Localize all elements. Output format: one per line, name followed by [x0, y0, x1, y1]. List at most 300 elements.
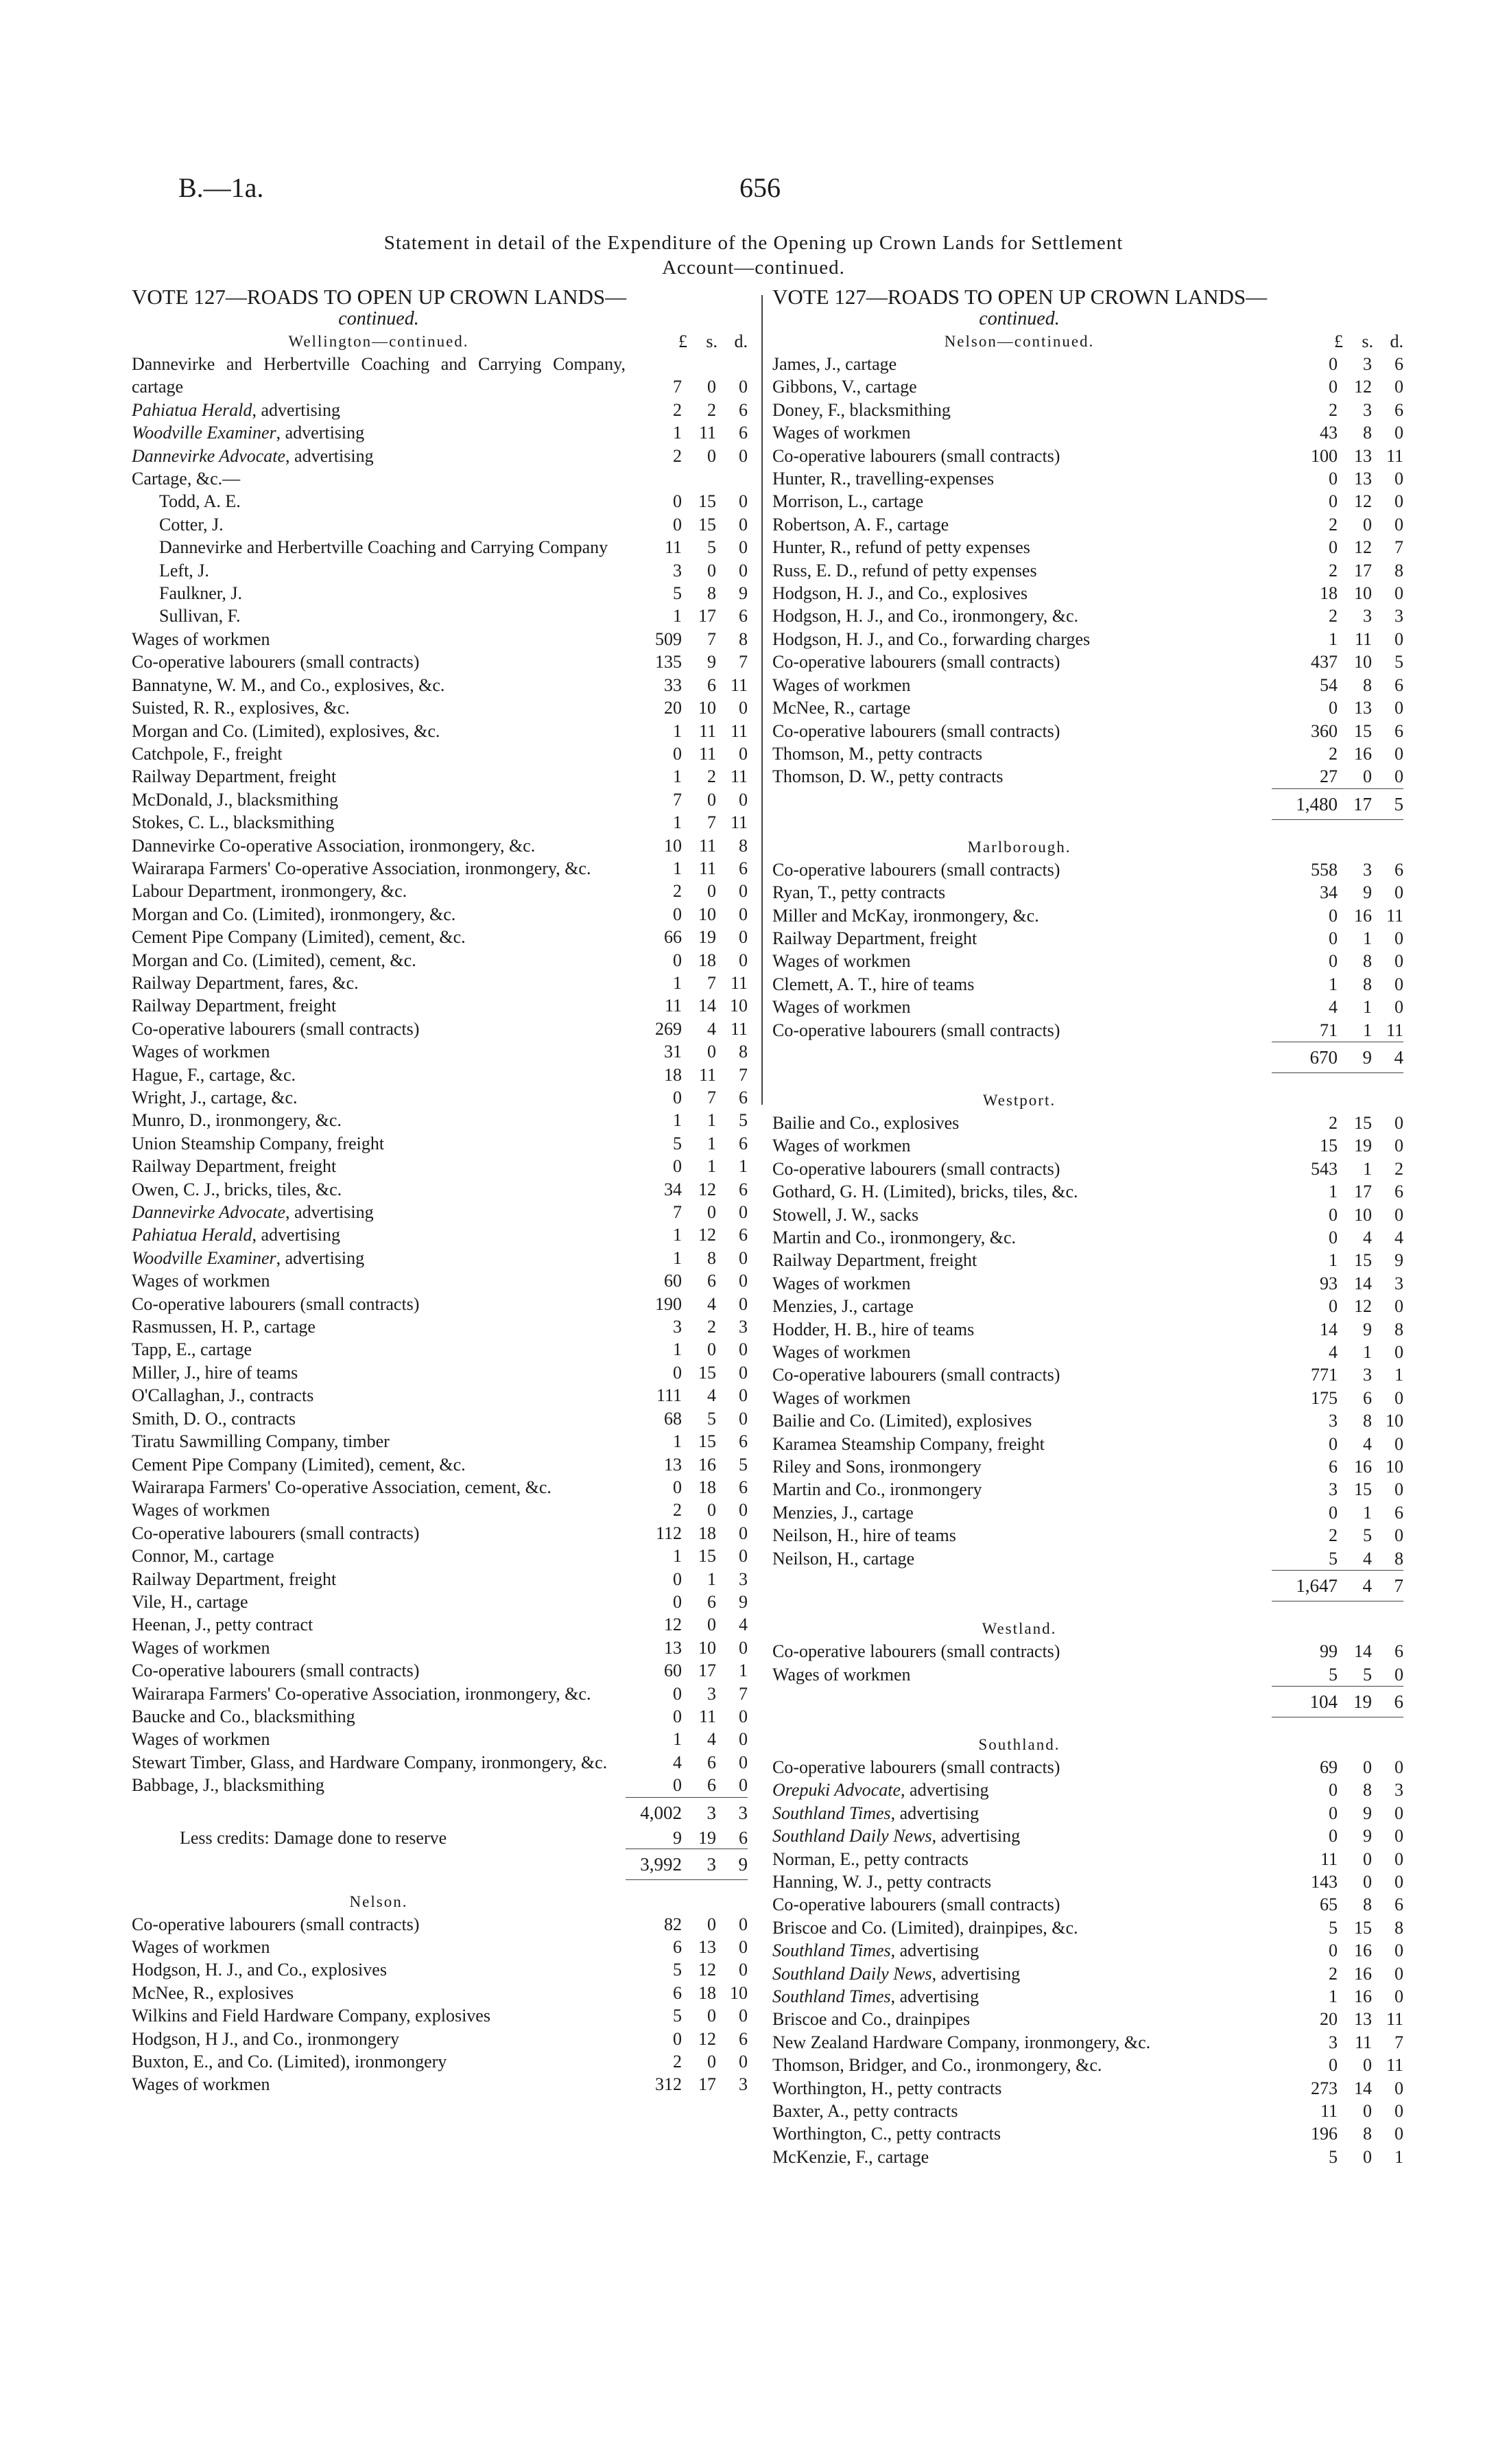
pence-value: 6	[739, 858, 748, 878]
pounds-value: 1	[1329, 1986, 1338, 2006]
entry-amount	[626, 559, 748, 582]
credit-shillings: 19	[698, 1827, 716, 1848]
ledger-row	[772, 605, 1403, 627]
pounds-value: 509	[655, 629, 682, 649]
pence-value: 6	[739, 423, 748, 443]
shillings-value: 19	[1354, 1136, 1372, 1156]
pence-value: 0	[1395, 2078, 1403, 2098]
shillings-value: 15	[1354, 1112, 1372, 1133]
pounds-value: 0	[673, 2028, 682, 2049]
pounds-value: 0	[1329, 491, 1338, 512]
shillings-value: 8	[1363, 951, 1372, 972]
ledger-row	[772, 1295, 1403, 1317]
shillings-value: 11	[1354, 2032, 1372, 2052]
subtotal-shillings: 3	[707, 1802, 716, 1823]
pence-label: d.	[1390, 331, 1403, 351]
ledger-row	[132, 1545, 748, 1567]
entry-amount	[626, 1430, 748, 1453]
pence-value: 0	[739, 1706, 748, 1726]
pence-value: 6	[739, 1088, 748, 1107]
entry-description: Baucke and Co., blacksmithing	[132, 1706, 355, 1726]
entry-amount	[626, 1201, 748, 1223]
entry-amount	[1272, 1663, 1403, 1686]
entry-description: Wages of workmen	[772, 951, 911, 972]
shillings-value: 9	[1363, 1319, 1372, 1339]
entry-amount	[626, 2073, 748, 2096]
ledger-row	[772, 1962, 1403, 1985]
pounds-value: 31	[664, 1042, 682, 1062]
pounds-value: 0	[673, 1683, 682, 1704]
total-label	[772, 1042, 1272, 1073]
entry-amount	[1272, 2122, 1403, 2145]
pence-value: 0	[1395, 1479, 1403, 1500]
ledger-row	[772, 720, 1403, 742]
entry-amount	[1272, 674, 1403, 696]
pence-value: 6	[739, 1179, 748, 1199]
entry-amount	[1272, 1134, 1403, 1157]
pounds-value: 0	[1329, 1826, 1338, 1846]
entry-description: McKenzie, F., cartage	[772, 2146, 929, 2167]
pounds-value: 20	[664, 698, 682, 718]
pence-value: 4	[1395, 1228, 1403, 1247]
entry-description: Cartage, &c.—	[132, 469, 241, 489]
pence-value: 7	[1395, 2032, 1403, 2052]
entry-description: Babbage, J., blacksmithing	[132, 1775, 324, 1796]
shillings-value: 19	[698, 927, 716, 948]
vote-continued: continued.	[979, 308, 1060, 329]
pounds-value: 5	[673, 2006, 682, 2026]
pounds-value: 1	[673, 858, 682, 878]
shillings-value: 16	[1354, 743, 1372, 764]
ledger-row	[772, 1663, 1403, 1686]
entry-description: Hunter, R., travelling-expenses	[772, 469, 995, 489]
pounds-value: 0	[1329, 1780, 1338, 1800]
entry-amount	[626, 1155, 748, 1177]
shillings-value: 3	[1363, 354, 1372, 374]
entry-amount	[1272, 1387, 1403, 1409]
entry-amount	[626, 1315, 748, 1338]
pounds-value: 0	[673, 743, 682, 764]
entry-description: Thomson, Bridger, and Co., ironmongery, &c.	[772, 2055, 1102, 2076]
entry-description: Vile, H., cartage	[132, 1591, 248, 1612]
entry-amount	[626, 1659, 748, 1682]
westland-entries	[772, 1640, 1403, 1686]
entry-description: Hanning, W. J., petty contracts	[772, 1871, 992, 1892]
pounds-value: 0	[673, 1156, 682, 1177]
pounds-value: 5	[1329, 1917, 1338, 1938]
total-pounds: 1,647	[1296, 1575, 1338, 1597]
ledger-row	[132, 467, 748, 490]
ledger-row	[772, 927, 1403, 950]
section-heading: Westland.	[982, 1620, 1057, 1638]
pence-value: 0	[739, 1247, 748, 1268]
entry-amount	[1272, 720, 1403, 742]
pounds-value: 0	[673, 491, 682, 512]
entry-description: Co-operative labourers (small contracts)	[772, 1894, 1060, 1915]
pence-value: 0	[739, 881, 748, 902]
pence-value: 11	[730, 972, 748, 993]
pounds-value: 1	[673, 766, 682, 787]
pounds-value: 1	[673, 1247, 682, 1268]
pounds-value: 13	[664, 1454, 682, 1475]
entry-description: Sullivan, F.	[159, 606, 241, 626]
entry-amount	[626, 536, 748, 559]
entry-description: Wages of workmen	[772, 1136, 911, 1156]
entry-amount	[1272, 2031, 1403, 2054]
entry-amount	[1272, 1455, 1403, 1478]
entry-amount	[626, 1384, 748, 1407]
entry-description: Hodder, H. B., hire of teams	[772, 1319, 975, 1339]
ledger-row	[772, 2146, 1403, 2168]
shillings-value: 0	[1363, 766, 1372, 787]
pence-value: 0	[1395, 1433, 1403, 1454]
pounds-value: 0	[1329, 537, 1338, 558]
ledger-row	[772, 1547, 1403, 1570]
ledger-row	[132, 1338, 748, 1361]
pence-value: 6	[739, 399, 748, 420]
pence-value: 0	[739, 698, 748, 718]
pence-value: 0	[1395, 1803, 1403, 1823]
ledger-row	[772, 1134, 1403, 1157]
entry-description: Labour Department, ironmongery, &c.	[132, 881, 407, 902]
total-amount	[626, 1849, 748, 1880]
shillings-value: 5	[707, 537, 716, 558]
ledger-row	[772, 1824, 1403, 1847]
right-section-header	[772, 331, 1403, 353]
shillings-value: 3	[1363, 606, 1372, 626]
pence-value: 0	[739, 2052, 748, 2072]
pounds-value: 2	[1329, 399, 1338, 420]
pounds-value: 11	[1320, 1849, 1338, 1869]
pounds-value: 143	[1311, 1871, 1338, 1892]
pence-value: 6	[1395, 1182, 1403, 1202]
shillings-value: 11	[698, 423, 716, 443]
shillings-value: 1	[1363, 1158, 1372, 1179]
entry-amount	[1272, 1870, 1403, 1893]
total-pounds: 3,992	[640, 1853, 682, 1875]
pence-value: 11	[730, 812, 748, 833]
entry-amount	[1272, 559, 1403, 582]
shillings-value: 13	[1354, 2009, 1372, 2030]
pounds-value: 11	[1320, 2101, 1338, 2121]
ledger-row	[772, 1433, 1403, 1455]
entry-description: Railway Department, freight	[132, 1156, 337, 1177]
shillings-value: 6	[707, 674, 716, 695]
entry-description: Morgan and Co. (Limited), cement, &c.	[132, 950, 416, 970]
ledger-row	[132, 1109, 748, 1131]
shillings-label: s.	[1362, 331, 1373, 351]
subtotal-row	[132, 1797, 748, 1828]
section-heading: Westport.	[982, 1091, 1056, 1109]
pence-value: 0	[1395, 951, 1403, 972]
entry-amount	[626, 1499, 748, 1521]
ledger-row	[132, 582, 748, 605]
pence-value: 0	[739, 377, 748, 397]
entry-amount	[1272, 1112, 1403, 1134]
shillings-value: 8	[1363, 974, 1372, 994]
entry-description: New Zealand Hardware Company, ironmongery, &c.	[772, 2032, 1151, 2052]
pence-value: 0	[1395, 514, 1403, 535]
ledger-row	[132, 490, 748, 513]
entry-amount	[626, 972, 748, 994]
ledger-row	[132, 1705, 748, 1728]
ledger-row	[132, 399, 748, 421]
entry-description: Rasmussen, H. P., cartage	[132, 1317, 316, 1337]
shillings-value: 0	[1363, 1757, 1372, 1777]
shillings-value: 1	[707, 1133, 716, 1153]
shillings-value: 0	[707, 2006, 716, 2026]
section-total-amount	[1272, 1686, 1403, 1717]
shillings-value: 17	[698, 1661, 716, 1681]
pounds-value: 0	[1329, 698, 1338, 718]
entry-amount	[1272, 742, 1403, 765]
entry-description: Wages of workmen	[132, 1637, 270, 1658]
ledger-row	[132, 742, 748, 765]
entry-description: Worthington, H., petty contracts	[772, 2078, 1002, 2098]
pence-value: 0	[739, 1914, 748, 1934]
entry-description: Wages of workmen	[772, 1664, 911, 1685]
ledger-row	[132, 1018, 748, 1040]
ledger-row	[132, 2004, 748, 2027]
entry-description: Dannevirke and Herbertville Coaching and Carrying Company	[159, 537, 608, 558]
shillings-value: 12	[1354, 377, 1372, 397]
ledger-row	[132, 1155, 748, 1177]
entry-description: Worthington, C., petty contracts	[772, 2124, 1001, 2144]
pounds-value: 0	[1329, 377, 1338, 397]
pence-value: 0	[1395, 1849, 1403, 1869]
entry-amount	[626, 650, 748, 673]
entry-amount	[1272, 1916, 1403, 1939]
pence-value: 0	[1395, 766, 1403, 787]
entry-amount	[626, 1913, 748, 1936]
section-heading: Nelson.	[349, 1892, 408, 1910]
ledger-row	[132, 1201, 748, 1223]
ledger-row	[772, 1802, 1403, 1824]
pounds-value: 2	[1329, 1525, 1338, 1546]
shillings-value: 7	[707, 812, 716, 833]
pence-value: 0	[739, 1752, 748, 1772]
shillings-value: 8	[1363, 423, 1372, 443]
shillings-value: 0	[1363, 2055, 1372, 2076]
ledger-row	[132, 353, 748, 399]
column-divider	[761, 295, 763, 1105]
entry-description: Wright, J., cartage, &c.	[132, 1088, 298, 1107]
section-total-amount	[1272, 788, 1403, 820]
pounds-value: 1	[1329, 1182, 1338, 1202]
entry-amount	[626, 490, 748, 513]
ledger-row	[132, 1522, 748, 1545]
shillings-label: s.	[706, 331, 717, 351]
ledger-row	[132, 1223, 748, 1246]
entry-description: Todd, A. E.	[159, 491, 241, 512]
entry-amount	[1272, 1433, 1403, 1455]
pounds-value: 1	[673, 1546, 682, 1567]
entry-amount	[626, 1361, 748, 1384]
entry-description: Hague, F., cartage, &c.	[132, 1064, 296, 1085]
shillings-value: 3	[707, 1683, 716, 1704]
entry-amount	[1272, 1226, 1403, 1249]
pounds-value: 190	[655, 1293, 682, 1314]
ledger-row	[772, 582, 1403, 605]
pence-value: 5	[739, 1110, 748, 1131]
credit-amount	[626, 1828, 748, 1849]
entry-description: Co-operative labourers (small contracts)	[132, 1293, 420, 1314]
ledger-row	[772, 1501, 1403, 1524]
pence-value: 9	[1395, 1250, 1403, 1271]
entry-amount	[1272, 1318, 1403, 1341]
entry-amount	[1272, 1478, 1403, 1501]
entry-amount	[626, 2004, 748, 2027]
entry-description: Stowell, J. W., sacks	[772, 1204, 919, 1225]
entry-description: Gothard, G. H. (Limited), bricks, tiles, &c.	[772, 1182, 1078, 1202]
section-heading: Wellington—continued.	[288, 333, 469, 350]
entry-amount	[626, 1705, 748, 1728]
shillings-value: 6	[707, 1775, 716, 1796]
pence-value: 0	[739, 537, 748, 558]
shillings-value: 1	[707, 1110, 716, 1131]
statement-title-continued: Account—continued.	[662, 257, 845, 279]
pence-value: 0	[1395, 743, 1403, 764]
entry-description: McNee, R., cartage	[772, 698, 911, 718]
entry-amount	[1272, 1295, 1403, 1317]
entry-amount	[1272, 605, 1403, 627]
ledger-row	[772, 628, 1403, 650]
pence-value: 2	[1395, 1158, 1403, 1179]
pence-value: 6	[1395, 354, 1403, 374]
pounds-value: 1	[673, 423, 682, 443]
pence-value: 0	[739, 1293, 748, 1314]
pounds-value: 5	[1329, 1548, 1338, 1569]
ledger-row	[132, 1751, 748, 1774]
entry-description: Southland Times, advertising	[772, 1986, 980, 2006]
pence-value: 0	[739, 1960, 748, 1980]
entry-amount	[626, 1958, 748, 1981]
pounds-value: 6	[673, 1937, 682, 1957]
ledger-row	[772, 353, 1403, 375]
entry-description: Orepuki Advocate, advertising	[772, 1780, 989, 1800]
pence-value: 0	[1395, 2124, 1403, 2144]
ledger-row	[772, 2100, 1403, 2122]
entry-description: Co-operative labourers (small contracts)	[772, 859, 1060, 880]
entry-description: Dannevirke and Herbertville Coaching and Carrying Company, cartage	[132, 354, 626, 397]
pence-value: 1	[739, 1661, 748, 1681]
vote-title: VOTE 127—ROADS TO OPEN UP CROWN LANDS—	[132, 285, 627, 309]
shillings-value: 7	[707, 1088, 716, 1107]
entry-amount	[626, 421, 748, 444]
ledger-row	[132, 1499, 748, 1521]
shillings-value: 0	[707, 1202, 716, 1223]
pounds-label: £	[678, 331, 687, 351]
pounds-value: 34	[664, 1179, 682, 1199]
ledger-row	[772, 1180, 1403, 1203]
entry-description: Woodville Examiner, advertising	[132, 423, 365, 443]
entry-amount	[1272, 353, 1403, 375]
entry-description: Wages of workmen	[132, 2074, 270, 2095]
entry-amount	[626, 1453, 748, 1476]
pence-value: 0	[739, 743, 748, 764]
total-pence: 6	[1394, 1691, 1403, 1712]
ledger-row	[132, 1064, 748, 1086]
ledger-row	[132, 1430, 748, 1453]
pounds-value: 2	[1329, 606, 1338, 626]
shillings-value: 9	[707, 652, 716, 672]
entry-description: O'Callaghan, J., contracts	[132, 1385, 314, 1406]
pounds-value: 100	[1311, 445, 1338, 466]
section-total-amount	[1272, 1570, 1403, 1601]
ledger-row	[772, 742, 1403, 765]
entry-description: Tapp, E., cartage	[132, 1339, 252, 1360]
ledger-row	[132, 1315, 748, 1338]
entry-description: Hodgson, H J., and Co., ironmongery	[132, 2028, 399, 2049]
entry-amount	[1272, 858, 1403, 881]
entry-description: Dannevirke Advocate, advertising	[132, 445, 374, 466]
ledger-row	[132, 765, 748, 788]
ledger-row	[132, 513, 748, 536]
pounds-label: £	[1334, 331, 1343, 351]
ledger-row	[132, 1086, 748, 1109]
entry-description: Co-operative labourers (small contracts)	[132, 652, 420, 672]
ledger-row	[772, 950, 1403, 972]
ledger-row	[772, 1158, 1403, 1180]
pence-value: 10	[730, 1982, 748, 2003]
pounds-value: 11	[664, 537, 682, 558]
entry-amount	[626, 1132, 748, 1155]
entry-amount	[1272, 1802, 1403, 1824]
spacer	[772, 820, 1403, 836]
entry-amount	[626, 2028, 748, 2050]
entry-amount	[1272, 1501, 1403, 1524]
pounds-value: 11	[664, 996, 682, 1016]
pounds-value: 2	[673, 1500, 682, 1521]
entry-description: Hodgson, H. J., and Co., forwarding charges	[772, 629, 1091, 649]
pounds-value: 1	[1329, 629, 1338, 649]
shillings-value: 12	[698, 1960, 716, 1980]
pounds-value: 771	[1311, 1365, 1338, 1385]
entry-amount	[626, 857, 748, 880]
pounds-value: 0	[1329, 951, 1338, 972]
entry-description: Railway Department, freight	[132, 996, 337, 1016]
spacer	[772, 1601, 1403, 1618]
entry-description: McNee, R., explosives	[132, 1982, 294, 2003]
entry-amount	[1272, 1756, 1403, 1779]
spacer	[132, 1880, 748, 1891]
ledger-row	[772, 1455, 1403, 1478]
ledger-row	[772, 375, 1403, 398]
pounds-value: 111	[656, 1385, 682, 1406]
pence-value: 11	[1386, 1020, 1403, 1040]
ledger-row	[772, 1893, 1403, 1916]
ledger-row	[132, 811, 748, 834]
total-shillings: 9	[1362, 1046, 1372, 1068]
shillings-value: 1	[1363, 997, 1372, 1018]
ledger-row	[772, 2008, 1403, 2030]
ledger-row	[132, 949, 748, 972]
entry-description: Thomson, D. W., petty contracts	[772, 766, 1004, 787]
ledger-row	[772, 881, 1403, 904]
ledger-row	[132, 1384, 748, 1407]
left-column	[132, 285, 748, 2096]
wellington-entries	[132, 353, 748, 1797]
entry-description: Co-operative labourers (small contracts)	[772, 1641, 1060, 1662]
total-pounds: 104	[1309, 1691, 1338, 1712]
shillings-value: 12	[698, 1179, 716, 1199]
pence-value: 0	[739, 1729, 748, 1750]
ledger-row	[132, 696, 748, 719]
shillings-value: 18	[698, 1477, 716, 1497]
pounds-value: 175	[1311, 1387, 1338, 1408]
shillings-value: 15	[698, 514, 716, 535]
nelson-entries	[132, 1913, 748, 2096]
